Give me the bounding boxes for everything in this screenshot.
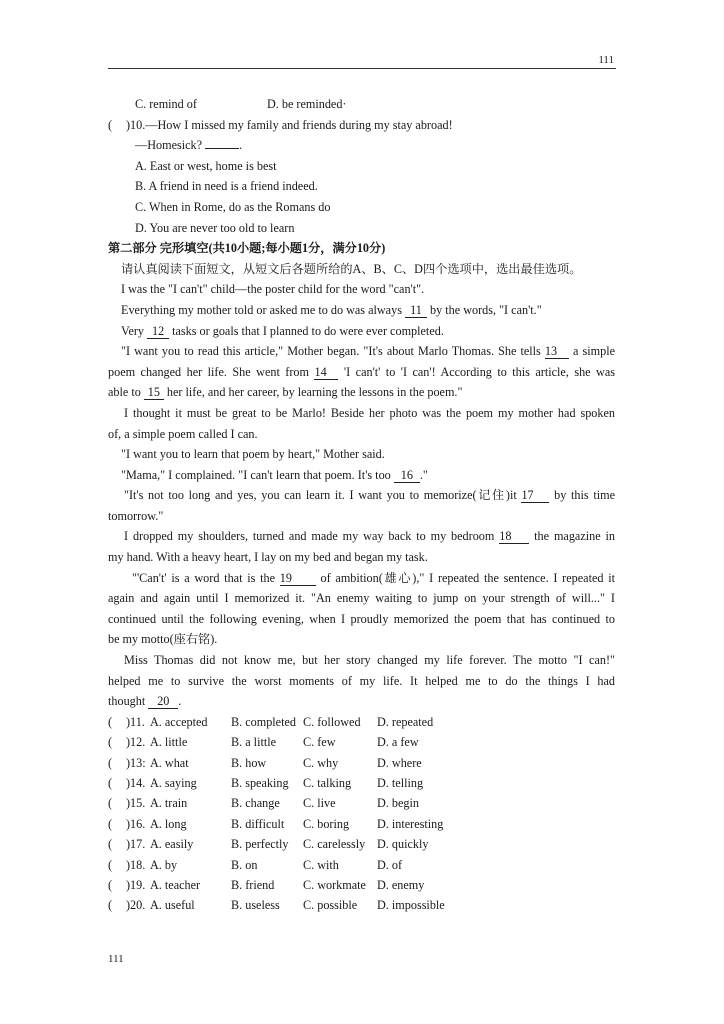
passage-line: my hand. With a heavy heart, I lay on my bed and began my task. bbox=[108, 550, 428, 565]
q10-option-b: B. A friend in need is a friend indeed. bbox=[135, 179, 318, 194]
answer-paren: ( bbox=[108, 117, 113, 132]
answer-paren: ( bbox=[108, 796, 113, 811]
passage-line: I dropped my shoulders, turned and made my way back to my bedroom 18 the magazine in bbox=[124, 529, 615, 544]
option-a: A. accepted bbox=[150, 714, 208, 729]
q10-reply-line bbox=[108, 135, 615, 156]
passage-line: I thought it must be great to be Marlo! Beside her photo was the poem my mother had spoken bbox=[124, 405, 615, 420]
option-c: C. workmate bbox=[303, 877, 366, 892]
passage-line: "'Can't' is a word that is the 19 of ambition(雄心)," I repeated the sentence. I repeated it bbox=[132, 570, 615, 585]
option-a: A. useful bbox=[150, 898, 195, 913]
option-c: C. few bbox=[303, 735, 336, 750]
question-row bbox=[108, 834, 615, 854]
q10-stem-line bbox=[108, 115, 615, 136]
prev-option-d: D. be reminded· bbox=[266, 97, 347, 111]
passage-line: again and again until I memorized it. "An enemy waiting to jump on your strength of will..." I bbox=[108, 591, 615, 606]
passage-line: "I want you to read this article," Mother began. "It's about Marlo Thomas. She tells 13 a simple bbox=[121, 344, 615, 359]
passage-line: of, a simple poem called I can. bbox=[108, 426, 258, 441]
option-b: B. speaking bbox=[231, 775, 289, 790]
option-a: A. long bbox=[150, 816, 187, 831]
question-number: )20. bbox=[126, 898, 146, 913]
option-a: A. saying bbox=[150, 775, 197, 790]
option-c: C. followed bbox=[303, 714, 361, 729]
footer-page-number: 111 bbox=[108, 953, 124, 965]
option-d: D. begin bbox=[377, 796, 419, 811]
blank-19: 19 bbox=[280, 572, 316, 586]
passage-line: helped me to survive the worst moments of my life. It helped me to do the things I had bbox=[108, 673, 615, 688]
option-a: A. train bbox=[150, 796, 188, 811]
option-c: C. talking bbox=[303, 775, 352, 790]
option-d: D. where bbox=[377, 755, 422, 770]
q10-answer-blank bbox=[205, 136, 239, 149]
answer-paren: ( bbox=[108, 877, 113, 892]
passage-line: Miss Thomas did not know me, but her story changed my life forever. The motto "I can!" bbox=[124, 653, 615, 668]
option-c: C. carelessly bbox=[303, 837, 366, 852]
blank-14: 14 bbox=[314, 366, 338, 380]
option-a: A. what bbox=[150, 755, 189, 770]
option-a: A. easily bbox=[150, 837, 194, 852]
option-d: D. enemy bbox=[377, 877, 425, 892]
option-b: B. perfectly bbox=[231, 837, 289, 852]
q10-reply: —Homesick? bbox=[135, 138, 203, 153]
option-d: D. telling bbox=[377, 775, 424, 790]
option-c: C. boring bbox=[303, 816, 350, 831]
question-row bbox=[108, 712, 615, 732]
answer-paren: ( bbox=[108, 898, 113, 913]
option-b: B. friend bbox=[231, 877, 275, 892]
passage-line: Very 12 tasks or goals that I planned to do were ever completed. bbox=[121, 323, 444, 338]
answer-paren: ( bbox=[108, 755, 113, 770]
blank-12: 12 bbox=[147, 325, 169, 339]
option-d: D. of bbox=[377, 857, 403, 872]
question-number: )19. bbox=[126, 877, 146, 892]
question-number: )14. bbox=[126, 775, 146, 790]
section2-instruction: 请认真阅读下面短文，从短文后各题所给的A、B、C、D四个选项中，选出最佳选项。 bbox=[121, 261, 582, 276]
option-c: C. possible bbox=[303, 898, 358, 913]
question-row bbox=[108, 773, 615, 793]
passage-line: "It's not too long and yes, you can learn it. I want you to memorize(记住)it 17 by this time bbox=[124, 488, 615, 503]
option-c: C. with bbox=[303, 857, 339, 872]
option-b: B. completed bbox=[231, 714, 296, 729]
question-number: )12. bbox=[126, 735, 146, 750]
answer-paren: ( bbox=[108, 857, 113, 872]
answer-paren: ( bbox=[108, 837, 113, 852]
option-b: B. on bbox=[231, 857, 258, 872]
question-row bbox=[108, 732, 615, 752]
option-d: D. interesting bbox=[377, 816, 444, 831]
blank-11: 11 bbox=[405, 304, 427, 318]
answer-paren: ( bbox=[108, 775, 113, 790]
option-d: D. impossible bbox=[377, 898, 445, 913]
blank-20: 20 bbox=[148, 695, 178, 709]
blank-15: 15 bbox=[144, 386, 164, 400]
question-row bbox=[108, 855, 615, 875]
header-page-number: 111 bbox=[598, 54, 614, 66]
answer-paren: ( bbox=[108, 714, 113, 729]
blank-18: 18 bbox=[499, 530, 529, 544]
option-a: A. little bbox=[150, 735, 188, 750]
option-d: D. a few bbox=[377, 735, 419, 750]
option-a: A. by bbox=[150, 857, 178, 872]
prev-question-options bbox=[108, 94, 615, 115]
question-row bbox=[108, 793, 615, 813]
prev-option-c: C. remind of bbox=[135, 97, 197, 111]
question-list bbox=[108, 712, 615, 916]
question-number: )15. bbox=[126, 796, 146, 811]
question-number: )16. bbox=[126, 816, 146, 831]
passage-line: "I want you to learn that poem by heart," Mother said. bbox=[121, 447, 385, 462]
question-number: )13: bbox=[126, 755, 146, 770]
question-row bbox=[108, 753, 615, 773]
question-number: )11. bbox=[126, 714, 145, 729]
passage-line: I was the "I can't" child—the poster child for the word "can't". bbox=[121, 282, 425, 297]
page-content bbox=[108, 94, 615, 916]
section2-title: 第二部分 完形填空(共10小题;每小题1分，满分10分) bbox=[108, 241, 386, 256]
question-row bbox=[108, 895, 615, 915]
passage-line: tomorrow." bbox=[108, 508, 164, 523]
blank-17: 17 bbox=[521, 489, 549, 503]
passage-line: be my motto(座右铭). bbox=[108, 632, 218, 647]
passage-line: poem changed her life. She went from 14 'I can't' to 'I can'! According to this article, she was bbox=[108, 364, 615, 379]
option-d: D. quickly bbox=[377, 837, 429, 852]
passage-line: thought 20 . bbox=[108, 694, 182, 709]
option-b: B. a little bbox=[231, 735, 277, 750]
q10-option-c: C. When in Rome, do as the Romans do bbox=[135, 199, 331, 214]
question-number: )18. bbox=[126, 857, 146, 872]
option-b: B. useless bbox=[231, 898, 280, 913]
option-b: B. change bbox=[231, 796, 280, 811]
option-b: B. difficult bbox=[231, 816, 285, 831]
option-d: D. repeated bbox=[377, 714, 434, 729]
option-c: C. why bbox=[303, 755, 339, 770]
question-number: )17. bbox=[126, 837, 146, 852]
blank-13: 13 bbox=[545, 345, 569, 359]
q10-stem: )10.—How I missed my family and friends during my stay abroad! bbox=[126, 117, 453, 132]
passage-line: Everything my mother told or asked me to do was always 11 by the words, "I can't." bbox=[121, 302, 542, 317]
q10-option-a: A. East or west, home is best bbox=[135, 158, 277, 173]
answer-paren: ( bbox=[108, 816, 113, 831]
answer-paren: ( bbox=[108, 735, 113, 750]
option-a: A. teacher bbox=[150, 877, 201, 892]
option-c: C. live bbox=[303, 796, 336, 811]
question-row bbox=[108, 875, 615, 895]
header-rule bbox=[108, 68, 616, 69]
question-row bbox=[108, 814, 615, 834]
passage-line: continued until the following evening, when I proudly memorized the poem that has continued to bbox=[108, 611, 615, 626]
passage-line: "Mama," I complained. "I can't learn that poem. It's too 16 ." bbox=[121, 467, 428, 482]
option-b: B. how bbox=[231, 755, 267, 770]
q10-reply-end: . bbox=[239, 138, 243, 153]
q10-option-d: D. You are never too old to learn bbox=[135, 220, 295, 235]
blank-16: 16 bbox=[394, 469, 420, 483]
passage-line: able to 15 her life, and her career, by learning the lessons in the poem." bbox=[108, 385, 463, 400]
